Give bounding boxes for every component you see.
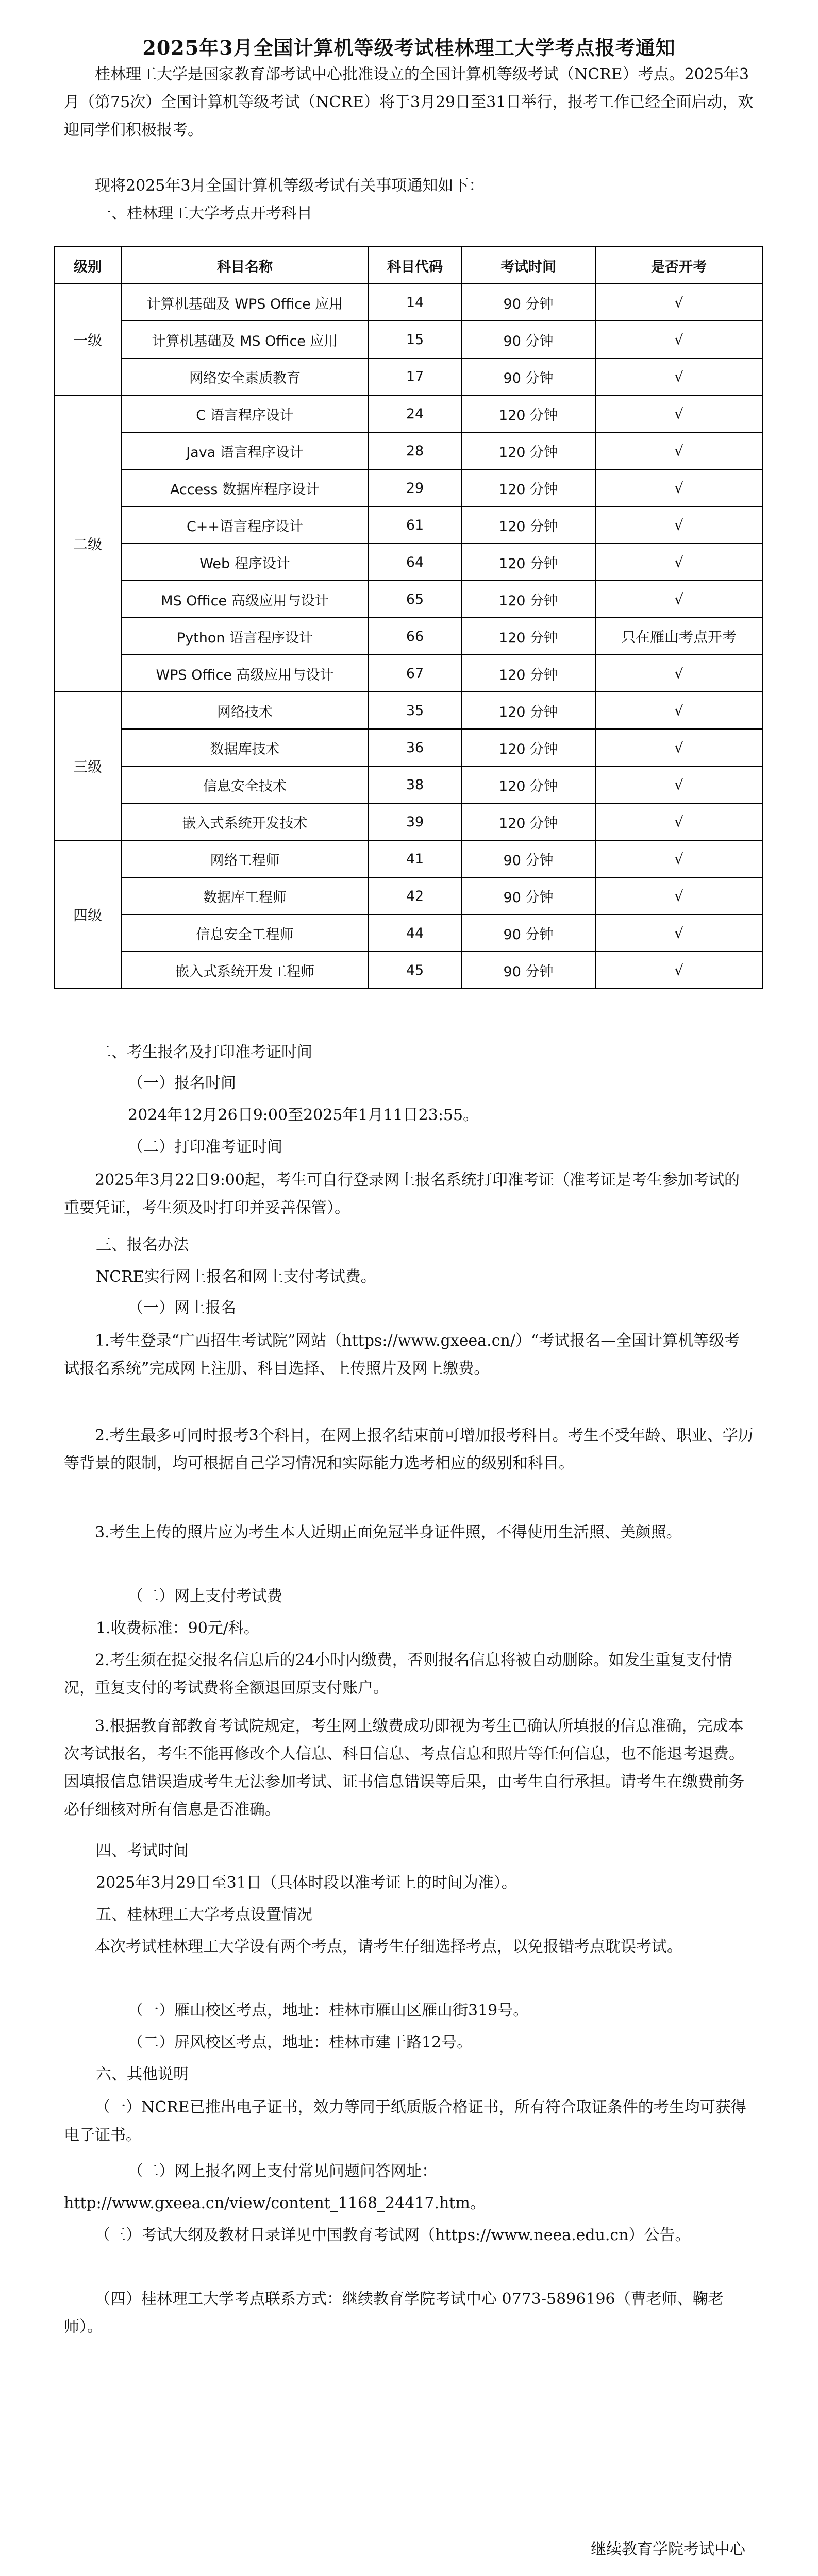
subject-code-cell: 38 bbox=[369, 766, 461, 803]
intro-paragraph: 桂林理工大学是国家教育部考试中心批准设立的全国计算机等级考试（NCRE）考点。2025年3月（第75次）全国计算机等级考试（NCRE）将于3月29日至31日举行，报考工作已经全面启动，欢迎同学们积极报考。 bbox=[64, 65, 754, 139]
subject-name-cell: 网络技术 bbox=[121, 692, 369, 729]
signature-org: 继续教育学院考试中心 bbox=[591, 2540, 745, 2558]
subject-code-cell: 14 bbox=[369, 284, 461, 321]
subject-code-cell: 41 bbox=[369, 840, 461, 877]
offered-cell: √ bbox=[595, 544, 762, 581]
table-header-row bbox=[54, 247, 762, 284]
offered-cell: √ bbox=[595, 729, 762, 766]
body-paragraph: （一）雁山校区考点，地址：桂林市雁山区雁山街319号。 bbox=[128, 2002, 529, 2020]
offered-cell: √ bbox=[595, 952, 762, 989]
subject-name-cell: Access 数据库程序设计 bbox=[121, 469, 369, 506]
section-6-heading: 六、其他说明 bbox=[96, 2065, 189, 2083]
table-row bbox=[54, 803, 762, 840]
subject-name-cell: WPS Office 高级应用与设计 bbox=[121, 655, 369, 692]
exam-time-cell: 120 分钟 bbox=[461, 692, 595, 729]
subject-code-cell: 64 bbox=[369, 544, 461, 581]
subject-name-cell: Python 语言程序设计 bbox=[121, 618, 369, 655]
subject-name-cell: Java 语言程序设计 bbox=[121, 432, 369, 469]
body-paragraph: （三）考试大纲及教材目录详见中国教育考试网（https://www.neea.edu.cn）公告。 bbox=[95, 2226, 691, 2244]
exam-time-cell: 90 分钟 bbox=[461, 914, 595, 952]
subject-name-cell: 网络安全素质教育 bbox=[121, 358, 369, 395]
header-subject-code: 科目代码 bbox=[369, 247, 461, 284]
body-paragraph: 2.考生须在提交报名信息后的24小时内缴费，否则报名信息将被自动删除。如发生重复支付情况，重复支付的考试费将全额退回原支付账户。 bbox=[64, 1651, 732, 1697]
subsection-heading: （一）网上报名 bbox=[128, 1299, 236, 1317]
table-row bbox=[54, 432, 762, 469]
subject-name-cell: C++语言程序设计 bbox=[121, 506, 369, 544]
offered-cell: √ bbox=[595, 877, 762, 914]
offered-cell: √ bbox=[595, 766, 762, 803]
section-2-heading: 二、考生报名及打印准考证时间 bbox=[96, 1043, 312, 1061]
exam-time-cell: 120 分钟 bbox=[461, 729, 595, 766]
exam-time-cell: 90 分钟 bbox=[461, 321, 595, 358]
body-paragraph: 2024年12月26日9:00至2025年1月11日23:55。 bbox=[128, 1106, 479, 1124]
subject-code-cell: 67 bbox=[369, 655, 461, 692]
header-offered: 是否开考 bbox=[595, 247, 762, 284]
body-paragraph: （二）网上报名网上支付常见问题问答网址： bbox=[128, 2162, 437, 2180]
body-paragraph: 2.考生最多可同时报考3个科目，在网上报名结束前可增加报考科目。考生不受年龄、职业、学历等背景的限制，均可根据自己学习情况和实际能力选考相应的级别和科目。 bbox=[64, 1427, 754, 1472]
table-row bbox=[54, 395, 762, 432]
subject-name-cell: Web 程序设计 bbox=[121, 544, 369, 581]
section-4-heading: 四、考试时间 bbox=[96, 1842, 189, 1860]
offered-cell: √ bbox=[595, 581, 762, 618]
table-row bbox=[54, 952, 762, 989]
signature-date bbox=[62, 2573, 745, 2576]
subject-name-cell: 计算机基础及 MS Office 应用 bbox=[121, 321, 369, 358]
exam-time-cell: 120 分钟 bbox=[461, 655, 595, 692]
exam-time-cell: 120 分钟 bbox=[461, 432, 595, 469]
level-cell: 四级 bbox=[54, 840, 121, 989]
table-row bbox=[54, 655, 762, 692]
exam-time-cell: 90 分钟 bbox=[461, 952, 595, 989]
table-row bbox=[54, 358, 762, 395]
exam-time-cell: 120 分钟 bbox=[461, 581, 595, 618]
table-row bbox=[54, 581, 762, 618]
subject-code-cell: 42 bbox=[369, 877, 461, 914]
offered-cell: √ bbox=[595, 432, 762, 469]
notice-title: 2025年3月全国计算机等级考试桂林理工大学考点报考通知 bbox=[142, 36, 676, 59]
table-row bbox=[54, 729, 762, 766]
exam-time-cell: 90 分钟 bbox=[461, 877, 595, 914]
subject-code-cell: 36 bbox=[369, 729, 461, 766]
subject-name-cell: C 语言程序设计 bbox=[121, 395, 369, 432]
subject-code-cell: 15 bbox=[369, 321, 461, 358]
offered-cell: 只在雁山考点开考 bbox=[595, 618, 762, 655]
header-exam-time: 考试时间 bbox=[461, 247, 595, 284]
subject-name-cell: 计算机基础及 WPS Office 应用 bbox=[121, 284, 369, 321]
subject-name-cell: 嵌入式系统开发工程师 bbox=[121, 952, 369, 989]
subsection-heading: （二）打印准考证时间 bbox=[128, 1138, 282, 1156]
table-row bbox=[54, 877, 762, 914]
subject-code-cell: 61 bbox=[369, 506, 461, 544]
body-paragraph: （四）桂林理工大学考点联系方式：继续教育学院考试中心 0773-5896196（曹老师、鞠老师）。 bbox=[64, 2290, 724, 2336]
exam-time-cell: 90 分钟 bbox=[461, 358, 595, 395]
subject-code-cell: 24 bbox=[369, 395, 461, 432]
subject-code-cell: 65 bbox=[369, 581, 461, 618]
exam-subjects-table bbox=[54, 246, 763, 989]
offered-cell: √ bbox=[595, 284, 762, 321]
exam-time-cell: 120 分钟 bbox=[461, 469, 595, 506]
body-paragraph: 3.考生上传的照片应为考生本人近期正面免冠半身证件照，不得使用生活照、美颜照。 bbox=[95, 1523, 682, 1541]
body-paragraph: 3.根据教育部教育考试院规定，考生网上缴费成功即视为考生已确认所填报的信息准确，完成本次考试报名，考生不能再修改个人信息、科目信息、考点信息和照片等任何信息，也不能退考退费。因填报信息错误造成考生无法参加考试、证书信息错误等后果，由考生自行承担。请考生在缴费前务必仔细核对所有信息是否准确。 bbox=[64, 1717, 744, 1819]
subject-name-cell: 网络工程师 bbox=[121, 840, 369, 877]
header-subject-name: 科目名称 bbox=[121, 247, 369, 284]
body-paragraph: 1.收费标准：90元/科。 bbox=[96, 1619, 259, 1637]
exam-time-cell: 120 分钟 bbox=[461, 618, 595, 655]
table-row bbox=[54, 914, 762, 952]
section-3-heading: 三、报名办法 bbox=[96, 1236, 189, 1254]
subject-code-cell: 29 bbox=[369, 469, 461, 506]
offered-cell: √ bbox=[595, 321, 762, 358]
body-paragraph: NCRE实行网上报名和网上支付考试费。 bbox=[96, 1268, 376, 1286]
body-paragraph: （一）NCRE已推出电子证书，效力等同于纸质版合格证书，所有符合取证条件的考生均可获得电子证书。 bbox=[64, 2098, 746, 2144]
table-row bbox=[54, 544, 762, 581]
exam-time-cell: 120 分钟 bbox=[461, 506, 595, 544]
level-cell: 二级 bbox=[54, 395, 121, 692]
table-row bbox=[54, 840, 762, 877]
offered-cell: √ bbox=[595, 692, 762, 729]
subject-name-cell: 信息安全工程师 bbox=[121, 914, 369, 952]
exam-time-cell: 120 分钟 bbox=[461, 544, 595, 581]
link-text[interactable]: http://www.gxeea.cn/view/content_1168_24417.htm。 bbox=[64, 2194, 486, 2212]
exam-time-cell: 90 分钟 bbox=[461, 840, 595, 877]
offered-cell: √ bbox=[595, 655, 762, 692]
subsection-heading: （一）报名时间 bbox=[128, 1074, 236, 1092]
table-row bbox=[54, 618, 762, 655]
table-row bbox=[54, 469, 762, 506]
subject-code-cell: 45 bbox=[369, 952, 461, 989]
subject-name-cell: 数据库技术 bbox=[121, 729, 369, 766]
exam-time-cell: 120 分钟 bbox=[461, 395, 595, 432]
intro-lead: 现将2025年3月全国计算机等级考试有关事项通知如下： bbox=[95, 177, 485, 195]
exam-time-cell: 120 分钟 bbox=[461, 803, 595, 840]
subject-code-cell: 44 bbox=[369, 914, 461, 952]
body-paragraph: （二）屏风校区考点，地址：桂林市建干路12号。 bbox=[128, 2033, 473, 2052]
subsection-heading: （二）网上支付考试费 bbox=[128, 1587, 282, 1605]
subject-code-cell: 17 bbox=[369, 358, 461, 395]
table-row bbox=[54, 692, 762, 729]
offered-cell: √ bbox=[595, 469, 762, 506]
offered-cell: √ bbox=[595, 840, 762, 877]
offered-cell: √ bbox=[595, 358, 762, 395]
subject-name-cell: MS Office 高级应用与设计 bbox=[121, 581, 369, 618]
header-level: 级别 bbox=[54, 247, 121, 284]
body-paragraph: 2025年3月22日9:00起，考生可自行登录网上报名系统打印准考证（准考证是考生参加考试的重要凭证，考生须及时打印并妥善保管）。 bbox=[64, 1171, 740, 1217]
table-row bbox=[54, 284, 762, 321]
body-paragraph: 本次考试桂林理工大学设有两个考点，请考生仔细选择考点，以免报错考点耽误考试。 bbox=[95, 1938, 682, 1956]
offered-cell: √ bbox=[595, 803, 762, 840]
section-5-heading: 五、桂林理工大学考点设置情况 bbox=[96, 1906, 312, 1924]
table-row bbox=[54, 321, 762, 358]
body-paragraph: 2025年3月29日至31日（具体时段以准考证上的时间为准）。 bbox=[96, 1874, 517, 1892]
subject-code-cell: 39 bbox=[369, 803, 461, 840]
offered-cell: √ bbox=[595, 506, 762, 544]
exam-time-cell: 90 分钟 bbox=[461, 284, 595, 321]
section-1-heading: 一、桂林理工大学考点开考科目 bbox=[96, 205, 312, 223]
exam-time-cell: 120 分钟 bbox=[461, 766, 595, 803]
table-row bbox=[54, 766, 762, 803]
level-cell: 三级 bbox=[54, 692, 121, 840]
subject-code-cell: 35 bbox=[369, 692, 461, 729]
table-row bbox=[54, 506, 762, 544]
subject-code-cell: 66 bbox=[369, 618, 461, 655]
subject-name-cell: 数据库工程师 bbox=[121, 877, 369, 914]
subject-name-cell: 信息安全技术 bbox=[121, 766, 369, 803]
level-cell: 一级 bbox=[54, 284, 121, 395]
subject-name-cell: 嵌入式系统开发技术 bbox=[121, 803, 369, 840]
body-paragraph: 1.考生登录“广西招生考试院”网站（https://www.gxeea.cn/）“考试报名—全国计算机等级考试报名系统”完成网上注册、科目选择、上传照片及网上缴费。 bbox=[64, 1332, 740, 1378]
offered-cell: √ bbox=[595, 914, 762, 952]
offered-cell: √ bbox=[595, 395, 762, 432]
subject-code-cell: 28 bbox=[369, 432, 461, 469]
